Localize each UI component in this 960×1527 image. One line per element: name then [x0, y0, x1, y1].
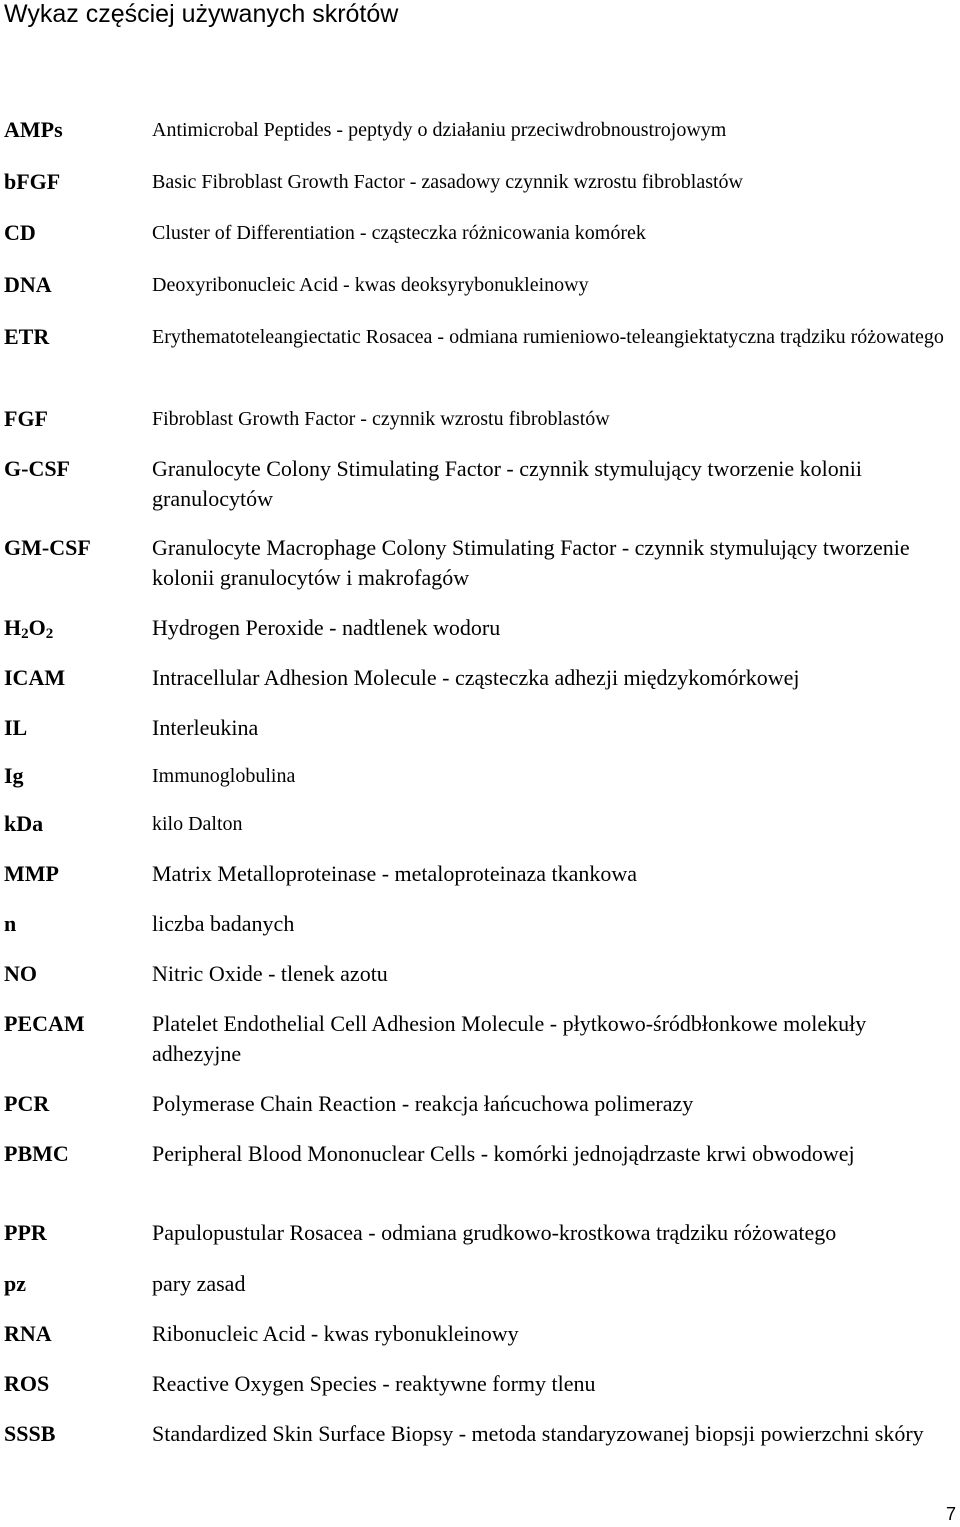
abbreviation-term: GM-CSF	[4, 535, 91, 560]
abbreviation-definition: Fibroblast Growth Factor - czynnik wzrostu fibroblastów	[152, 408, 610, 430]
page-title: Wykaz częściej używanych skrótów	[4, 0, 399, 28]
page-number: 7	[945, 1504, 956, 1524]
abbreviation-definition: Reactive Oxygen Species - reaktywne formy tlenu	[152, 1371, 596, 1396]
abbreviation-term: SSSB	[4, 1421, 56, 1446]
abbreviation-definition: Platelet Endothelial Cell Adhesion Molecule - płytkowo-śródbłonkowe molekuły adhezyjne	[152, 1011, 867, 1066]
abbreviation-definition: Granulocyte Colony Stimulating Factor - czynnik stymulujący tworzenie kolonii granulocytów	[152, 456, 862, 511]
abbreviation-definition: Polymerase Chain Reaction - reakcja łańcuchowa polimerazy	[152, 1091, 694, 1116]
abbreviation-definition: Matrix Metalloproteinase - metaloproteinaza tkankowa	[152, 861, 638, 886]
abbreviation-term: IL	[4, 715, 28, 740]
abbreviation-term: n	[4, 911, 17, 936]
abbreviation-definition: liczba badanych	[152, 911, 295, 936]
abbreviation-definition: Intracellular Adhesion Molecule - cząsteczka adhezji międzykomórkowej	[152, 665, 800, 690]
abbreviation-term: ETR	[4, 324, 50, 349]
abbreviation-term: FGF	[4, 406, 48, 431]
abbreviation-term: kDa	[4, 811, 44, 836]
abbreviation-definition: Nitric Oxide - tlenek azotu	[152, 961, 388, 986]
abbreviation-definition: Deoxyribonucleic Acid - kwas deoksyrybonukleinowy	[152, 274, 589, 296]
abbreviation-term: pz	[4, 1271, 26, 1296]
abbreviation-definition: Cluster of Differentiation - cząsteczka różnicowania komórek	[152, 222, 646, 244]
abbreviation-definition: Erythematoteleangiectatic Rosacea - odmiana rumieniowo-teleangiektatyczna trądziku różowatego	[152, 326, 944, 348]
abbreviation-term: PCR	[4, 1091, 50, 1116]
abbreviation-term: ICAM	[4, 665, 66, 690]
abbreviation-term: G-CSF	[4, 456, 70, 481]
abbreviation-definition: Granulocyte Macrophage Colony Stimulating Factor - czynnik stymulujący tworzenie kolonii granulocytów i makrofagów	[152, 535, 910, 590]
abbreviation-term: ROS	[4, 1371, 50, 1396]
abbreviation-definition: Antimicrobal Peptides - peptydy o działaniu przeciwdrobnoustrojowym	[152, 119, 727, 141]
abbreviation-term: CD	[4, 220, 36, 245]
term-subscript: 2	[21, 626, 29, 642]
abbreviation-term: NO	[4, 961, 37, 986]
abbreviation-term	[4, 613, 53, 643]
abbreviation-definition: kilo Dalton	[152, 813, 243, 835]
abbreviation-term: MMP	[4, 861, 59, 886]
abbreviation-definition: Basic Fibroblast Growth Factor - zasadowy czynnik wzrostu fibroblastów	[152, 171, 743, 193]
abbreviation-term: RNA	[4, 1321, 52, 1346]
abbreviation-term: AMPs	[4, 117, 63, 142]
abbreviation-term: PECAM	[4, 1011, 85, 1036]
abbreviation-definition: Peripheral Blood Mononuclear Cells - komórki jednojądrzaste krwi obwodowej	[152, 1141, 855, 1166]
term-part: O	[28, 615, 46, 640]
abbreviation-definition: Standardized Skin Surface Biopsy - metoda standaryzowanej biopsji powierzchni skóry	[152, 1421, 924, 1446]
abbreviation-definition: Ribonucleic Acid - kwas rybonukleinowy	[152, 1321, 519, 1346]
abbreviation-definition: Interleukina	[152, 715, 259, 740]
abbreviation-definition: pary zasad	[152, 1271, 246, 1296]
abbreviation-term: PPR	[4, 1220, 47, 1245]
abbreviation-term: PBMC	[4, 1141, 69, 1166]
term-part: H	[4, 615, 22, 640]
abbreviation-term: Ig	[4, 763, 24, 788]
abbreviation-definition: Papulopustular Rosacea - odmiana grudkowo-krostkowa trądziku różowatego	[152, 1220, 837, 1245]
abbreviation-term: DNA	[4, 272, 52, 297]
abbreviation-definition: Immunoglobulina	[152, 765, 296, 787]
term-subscript: 2	[45, 626, 54, 642]
abbreviation-term: bFGF	[4, 169, 61, 194]
abbreviation-definition: Hydrogen Peroxide - nadtlenek wodoru	[152, 615, 501, 640]
